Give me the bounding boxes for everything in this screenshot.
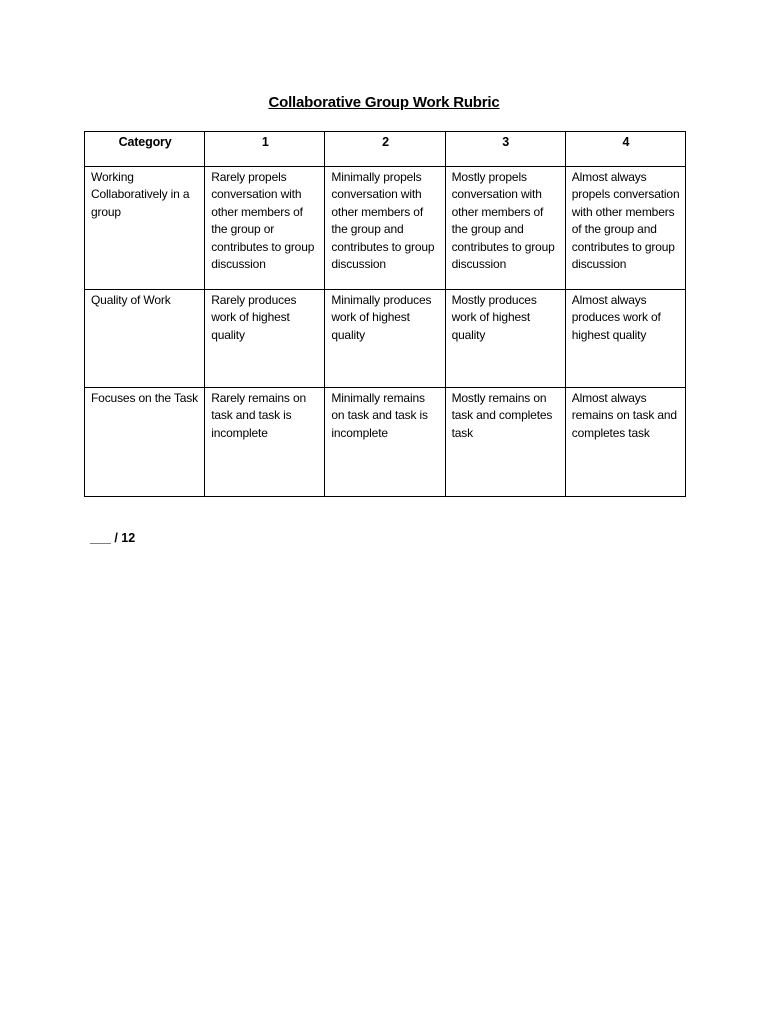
rubric-table bbox=[84, 131, 686, 497]
table-header-row bbox=[85, 132, 686, 167]
criteria-cell: Rarely remains on task and task is incomplete bbox=[205, 388, 325, 497]
criteria-cell: Mostly propels conversation with other members of the group and contributes to group discussion bbox=[445, 167, 565, 290]
criteria-cell: Almost always propels conversation with other members of the group and contributes to group discussion bbox=[565, 167, 685, 290]
header-score-2: 2 bbox=[325, 132, 445, 167]
criteria-cell: Rarely propels conversation with other members of the group or contributes to group discussion bbox=[205, 167, 325, 290]
category-cell: Quality of Work bbox=[85, 290, 205, 388]
header-score-3: 3 bbox=[445, 132, 565, 167]
criteria-cell: Minimally remains on task and task is incomplete bbox=[325, 388, 445, 497]
score-line bbox=[90, 531, 135, 545]
criteria-cell: Minimally propels conversation with other members of the group and contributes to group discussion bbox=[325, 167, 445, 290]
criteria-cell: Rarely produces work of highest quality bbox=[205, 290, 325, 388]
criteria-cell: Mostly produces work of highest quality bbox=[445, 290, 565, 388]
rubric-title: Collaborative Group Work Rubric bbox=[268, 94, 500, 111]
table-row bbox=[85, 167, 686, 290]
category-cell: Working Collaboratively in a group bbox=[85, 167, 205, 290]
criteria-cell: Almost always remains on task and completes task bbox=[565, 388, 685, 497]
score-blank: ___ bbox=[90, 531, 111, 545]
criteria-cell: Minimally produces work of highest quality bbox=[325, 290, 445, 388]
category-cell: Focuses on the Task bbox=[85, 388, 205, 497]
criteria-cell: Mostly remains on task and completes task bbox=[445, 388, 565, 497]
table-row bbox=[85, 388, 686, 497]
criteria-cell: Almost always produces work of highest quality bbox=[565, 290, 685, 388]
header-category: Category bbox=[85, 132, 205, 167]
header-score-1: 1 bbox=[205, 132, 325, 167]
table-row bbox=[85, 290, 686, 388]
header-score-4: 4 bbox=[565, 132, 685, 167]
score-total: / 12 bbox=[114, 531, 136, 545]
